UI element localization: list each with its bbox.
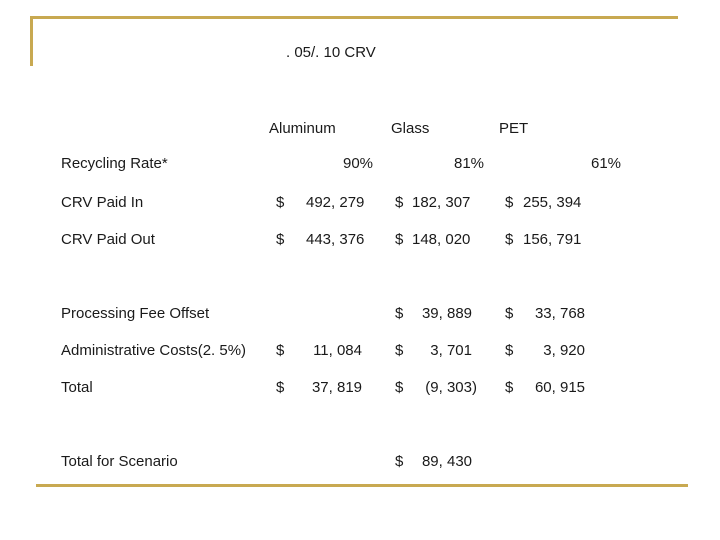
total-glass-currency: $ bbox=[395, 379, 404, 396]
crv-paid-in-glass-currency: $ bbox=[395, 194, 404, 211]
crv-paid-in-glass-value: 182, 307 bbox=[412, 194, 471, 211]
row-label-total: Total bbox=[61, 379, 93, 396]
total-for-scenario-glass-currency: $ bbox=[395, 453, 404, 470]
bottom-rule bbox=[36, 484, 688, 487]
crv-paid-out-aluminum-currency: $ bbox=[276, 231, 285, 248]
column-header-pet: PET bbox=[499, 120, 529, 137]
crv-paid-in-aluminum-value: 492, 279 bbox=[306, 194, 365, 211]
processing-fee-offset-glass-currency: $ bbox=[395, 305, 404, 322]
total-pet-currency: $ bbox=[505, 379, 514, 396]
processing-fee-offset-pet-currency: $ bbox=[505, 305, 514, 322]
total-aluminum-currency: $ bbox=[276, 379, 285, 396]
administrative-costs-glass-currency: $ bbox=[395, 342, 404, 359]
administrative-costs-glass-value: 3, 701 bbox=[430, 342, 472, 359]
processing-fee-offset-glass-value: 39, 889 bbox=[421, 305, 472, 322]
row-label-crv-paid-in: CRV Paid In bbox=[61, 194, 144, 211]
top-rule bbox=[30, 16, 678, 19]
left-rule bbox=[30, 16, 33, 66]
crv-paid-in-pet-value: 255, 394 bbox=[523, 194, 582, 211]
total-for-scenario-glass-value: 89, 430 bbox=[421, 453, 472, 470]
crv-paid-in-aluminum-currency: $ bbox=[276, 194, 285, 211]
recycling-rate-glass: 81% bbox=[454, 155, 485, 172]
administrative-costs-pet-currency: $ bbox=[505, 342, 514, 359]
recycling-rate-aluminum: 90% bbox=[343, 155, 374, 172]
crv-paid-out-aluminum-value: 443, 376 bbox=[306, 231, 365, 248]
crv-paid-out-pet-currency: $ bbox=[505, 231, 514, 248]
recycling-rate-pet: 61% bbox=[591, 155, 622, 172]
row-label-total-for-scenario: Total for Scenario bbox=[61, 453, 178, 470]
total-aluminum-value: 37, 819 bbox=[311, 379, 362, 396]
row-label-administrative-costs: Administrative Costs(2. 5%) bbox=[61, 342, 247, 359]
processing-fee-offset-pet-value: 33, 768 bbox=[534, 305, 585, 322]
column-header-aluminum: Aluminum bbox=[269, 120, 336, 137]
crv-paid-out-glass-value: 148, 020 bbox=[412, 231, 471, 248]
column-header-glass: Glass bbox=[391, 120, 430, 137]
administrative-costs-pet-value: 3, 920 bbox=[543, 342, 585, 359]
crv-paid-out-pet-value: 156, 791 bbox=[523, 231, 582, 248]
total-glass-value: (9, 303) bbox=[425, 379, 477, 396]
total-pet-value: 60, 915 bbox=[534, 379, 585, 396]
administrative-costs-aluminum-value: 11, 084 bbox=[313, 342, 362, 359]
row-label-processing-fee-offset: Processing Fee Offset bbox=[61, 305, 210, 322]
row-label-recycling-rate: Recycling Rate* bbox=[61, 155, 168, 172]
crv-paid-in-pet-currency: $ bbox=[505, 194, 514, 211]
crv-paid-out-glass-currency: $ bbox=[395, 231, 404, 248]
administrative-costs-aluminum-currency: $ bbox=[276, 342, 285, 359]
page-title: . 05/. 10 CRV bbox=[286, 44, 376, 61]
row-label-crv-paid-out: CRV Paid Out bbox=[61, 231, 155, 248]
